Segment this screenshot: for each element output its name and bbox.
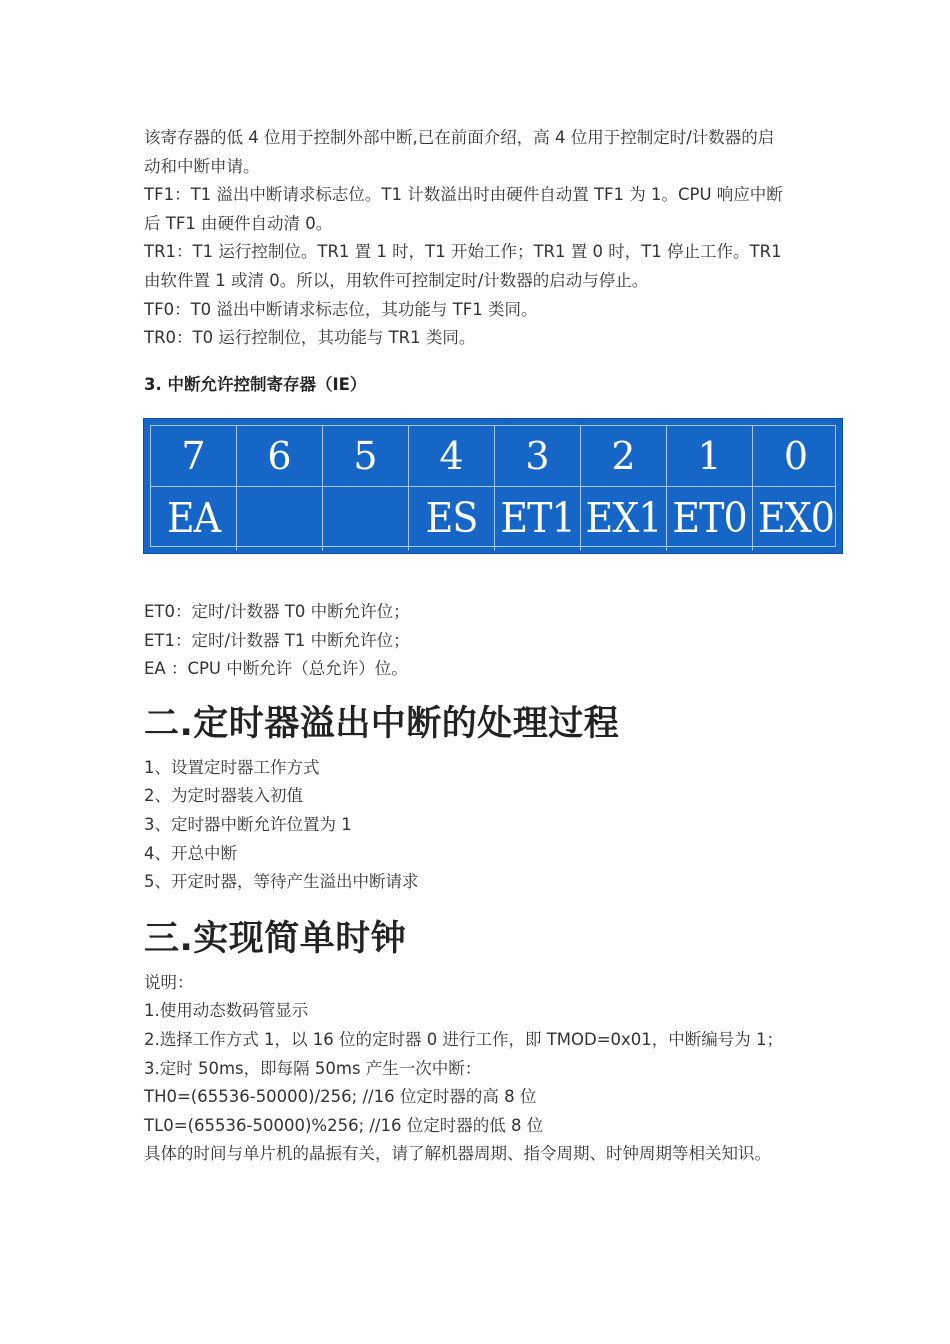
- ie-bit-name: ES: [409, 485, 495, 551]
- intro-line-2: 动和中断申请。: [144, 156, 260, 176]
- section-3-line: 2.选择工作方式 1，以 16 位的定时器 0 进行工作，即 TMOD=0x01，中断编号为 1；: [144, 1029, 784, 1049]
- step-item: 2、为定时器装入初值: [144, 786, 303, 806]
- section-2-title: 二.定时器溢出中断的处理过程: [144, 703, 620, 744]
- ie-bit-name: [237, 485, 323, 551]
- ie-bit-number: 7: [151, 426, 237, 486]
- et1-desc: ET1：定时/计数器 T1 中断允许位；: [144, 630, 410, 650]
- step-item: 4、开总中断: [144, 843, 237, 863]
- step-item: 1、设置定时器工作方式: [144, 757, 320, 777]
- th0-formula: TH0=(65536-50000)/256; //16 位定时器的高 8 位: [144, 1087, 537, 1107]
- tf0-desc: TF0：T0 溢出中断请求标志位，其功能与 TF1 类同。: [144, 299, 538, 319]
- step-item: 5、开定时器，等待产生溢出中断请求: [144, 872, 419, 892]
- tr0-desc: TR0：T0 运行控制位，其功能与 TR1 类同。: [144, 328, 476, 348]
- ie-bit-number: 0: [783, 434, 809, 478]
- ie-heading: 3. 中断允许控制寄存器（IE）: [144, 374, 367, 394]
- step-item: 3、定时器中断允许位置为 1: [144, 814, 352, 834]
- ie-bit-name: EX1: [581, 485, 667, 551]
- et0-desc: ET0：定时/计数器 T0 中断允许位；: [144, 602, 410, 621]
- document-body-continued: [144, 598, 824, 1169]
- ie-bit-name: EX0: [758, 493, 834, 542]
- ie-bit-name: [323, 485, 409, 551]
- section-3-title: 三.实现简单时钟: [144, 918, 407, 959]
- ie-bit-number: 1: [667, 426, 753, 486]
- tf1-desc-line-2: 后 TF1 由硬件自动清 0。: [144, 213, 333, 233]
- section-3-line: 1.使用动态数码管显示: [144, 1001, 309, 1021]
- ie-bit-number: 2: [581, 426, 667, 486]
- intro-line-1: 该寄存器的低 4 位用于控制外部中断,已在前面介绍，高 4 位用于控制定时/计数器的启: [144, 128, 775, 147]
- ie-register-table: [143, 418, 843, 554]
- ie-bit-number: 5: [323, 426, 409, 486]
- tr1-desc-line-2: 由软件置 1 或清 0。所以，用软件可控制定时/计数器的启动与停止。: [144, 270, 649, 290]
- section-3-line: 3.定时 50ms，即每隔 50ms 产生一次中断：: [144, 1058, 482, 1078]
- ie-bit-number: 4: [409, 426, 495, 486]
- ie-bit-name: ET0: [667, 485, 753, 551]
- section-3-line: 具体的时间与单片机的晶振有关，请了解机器周期、指令周期、时钟周期等相关知识。: [144, 1144, 771, 1164]
- ea-desc: EA ：CPU 中断允许（总允许）位。: [144, 659, 408, 679]
- ie-register-grid: [150, 425, 836, 547]
- ie-bit-name: ET1: [495, 485, 581, 551]
- tr1-desc-line-1: TR1：T1 运行控制位。TR1 置 1 时，T1 开始工作；TR1 置 0 时，T1 停止工作。TR1: [144, 242, 782, 262]
- ie-bit-number: 6: [237, 426, 323, 486]
- tf1-desc-line-1: TF1：T1 溢出中断请求标志位。T1 计数溢出时由硬件自动置 TF1 为 1。CPU 响应中断: [144, 185, 783, 205]
- ie-bit-name: EA: [151, 485, 237, 551]
- tl0-formula: TL0=(65536-50000)%256; //16 位定时器的低 8 位: [144, 1115, 544, 1135]
- document-body: [144, 124, 824, 395]
- ie-bit-number: 3: [495, 426, 581, 486]
- section-3-line: 说明：: [144, 972, 194, 992]
